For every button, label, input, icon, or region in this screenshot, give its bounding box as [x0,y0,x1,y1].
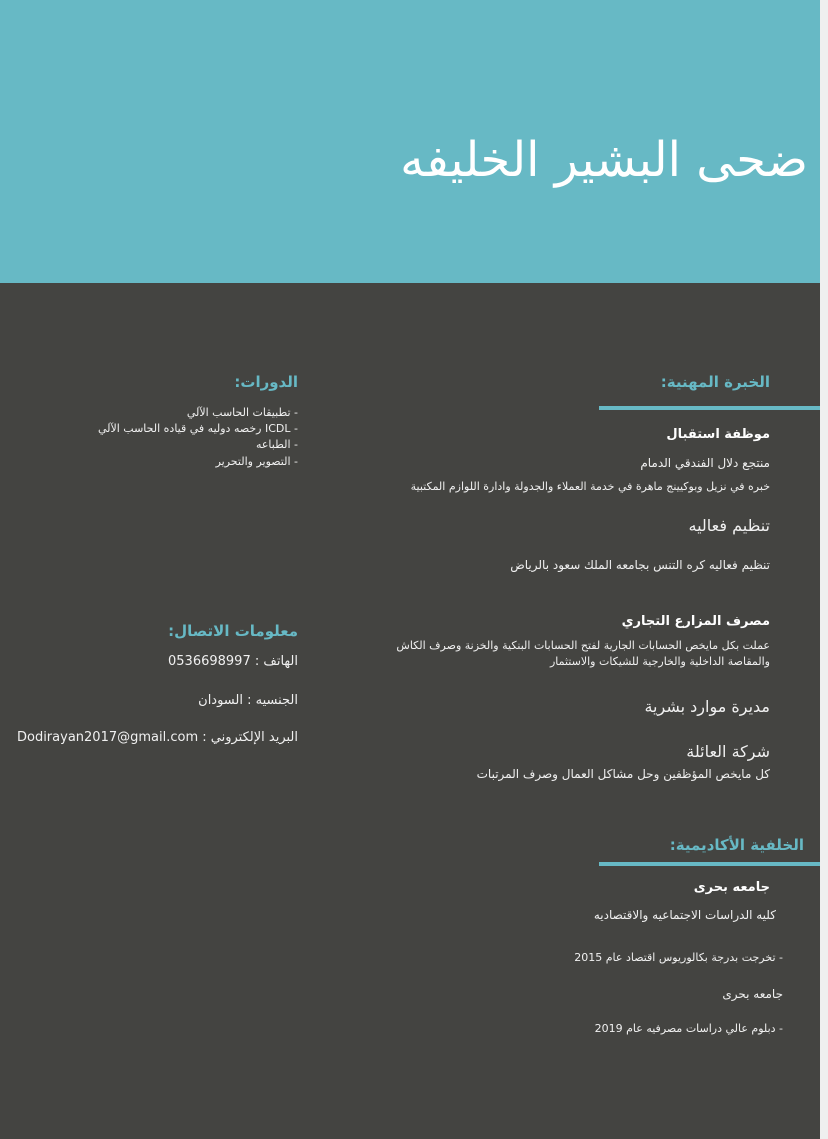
courses-title: الدورات: [234,373,298,391]
education-divider [599,862,820,866]
course-item: - تطبيقات الحاسب الآلي [186,406,298,419]
job3-desc-line1: عملت بكل مايخص الحسابات الجارية لفتح الحسابات البنكية والخزنة وصرف الكاش [396,639,770,652]
job2-title: تنظيم فعاليه [688,516,770,535]
contact-phone [168,654,298,669]
phone-label: الهاتف : [254,654,298,669]
contact-email [17,730,298,745]
job1-place: منتجع دلال الفندقي الدمام [640,456,770,470]
job4-company: شركة العائلة [686,742,770,761]
job1-title: موظفة استقبال [666,427,770,442]
job4-title: مديرة موارد بشرية [644,697,770,716]
experience-title: الخبرة المهنية: [660,373,770,391]
phone-value[interactable]: 0536698997 [168,654,251,669]
email-label: البريد الإلكتروني : [202,730,298,745]
email-value[interactable]: Dodirayan2017@gmail.com [16,730,199,745]
job3-desc-line2: والمقاصة الداخلية والخارجية للشيكات والاستثمار [549,655,770,668]
education-title: الخلفية الأكاديمية: [669,836,804,854]
job4-desc: كل مايخص المؤظفين وحل مشاكل العمال وصرف المرتبات [476,767,770,781]
page-edge [820,0,828,1139]
person-name: ضحى البشير الخليفه [400,132,808,188]
course-item: - التصوير والتحرير [215,455,298,468]
edu-university: جامعه بحرى [693,880,770,895]
job2-desc: تنظيم فعاليه كره التنس بجامعه الملك سعود بالرياض [510,558,770,572]
edu-college: كليه الدراسات الاجتماعيه والاقتصاديه [593,908,776,922]
edu-university2: جامعه بحرى [722,987,783,1001]
contact-title: معلومات الاتصال: [168,622,298,640]
course-item: - ICDL رخصه دوليه في قياده الحاسب الآلي [97,422,298,435]
course-item: - الطباعه [255,438,298,451]
contact-nationality: الجنسيه : السودان [198,693,298,708]
edu-degree2: - دبلوم عالي دراسات مصرفيه عام 2019 [594,1022,783,1035]
edu-degree1: - تخرجت بدرجة بكالوريوس اقتصاد عام 2015 [574,951,783,964]
experience-divider [599,406,820,410]
job1-desc: خبره في نزيل وبوكيينج ماهرة في خدمة العملاء والجدولة وادارة اللوازم المكتبية [410,480,770,493]
job3-title: مصرف المزارع التجاري [621,614,770,629]
